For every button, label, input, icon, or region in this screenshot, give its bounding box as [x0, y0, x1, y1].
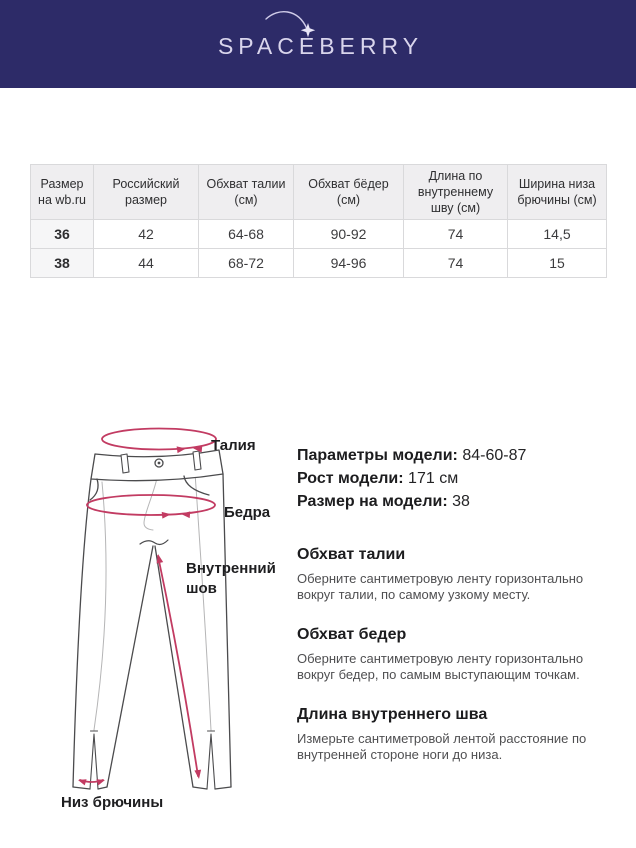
cell-hem-width: 15 [508, 249, 607, 278]
model-params-label: Параметры модели: [297, 447, 458, 464]
guide-section-hips [297, 625, 615, 683]
model-height-value: 171 см [408, 470, 459, 487]
col-header-wb-size: Размер на wb.ru [31, 165, 94, 220]
col-header-waist: Обхват талии (см) [199, 165, 294, 220]
cell-wb-size: 36 [31, 220, 94, 249]
cell-inseam: 74 [404, 249, 508, 278]
guide-text-hips: Оберните сантиметровую ленту горизонтально вокруг бедер, по самым выступающим точкам. [297, 651, 584, 682]
cell-hips: 90-92 [294, 220, 404, 249]
cell-ru-size: 42 [94, 220, 199, 249]
guide-text-inseam: Измерьте сантиметровой лентой расстояние по внутренней стороне ноги до низа. [297, 731, 587, 762]
size-table [30, 164, 607, 278]
waist-measure-ellipse [102, 429, 216, 450]
model-params-line [297, 444, 615, 467]
guide-title-waist: Обхват талии [297, 546, 406, 563]
guide-text-waist: Оберните сантиметровую ленту горизонтально вокруг талии, по самому узкому месту. [297, 571, 584, 602]
model-params-value: 84-60-87 [462, 447, 527, 464]
model-height-label: Рост модели: [297, 470, 404, 487]
guide-section-waist [297, 545, 615, 603]
model-size-line [297, 490, 615, 513]
cell-hem-width: 14,5 [508, 220, 607, 249]
col-header-hem-width: Ширина низа брючины (см) [508, 165, 607, 220]
model-size-label: Размер на модели: [297, 493, 448, 510]
table-row [31, 249, 607, 278]
guide-title-inseam: Длина внутреннего шва [297, 706, 488, 723]
cell-wb-size: 38 [31, 249, 94, 278]
measurement-info-column [297, 444, 615, 763]
trousers-stitch-details [93, 470, 221, 730]
waist-label: Талия [211, 437, 256, 454]
hips-label: Бедра [224, 504, 271, 521]
brand-header [0, 0, 636, 88]
guide-title-hips: Обхват бедер [297, 626, 407, 643]
cell-ru-size: 44 [94, 249, 199, 278]
cell-waist: 64-68 [199, 220, 294, 249]
trousers-measurement-diagram [45, 410, 295, 845]
inseam-label-line2: шов [186, 580, 217, 597]
hem-label: Низ брючины [61, 794, 164, 811]
brand-wordmark: SPACEBERRY [217, 33, 424, 59]
inseam-label-line1: Внутренний [186, 560, 276, 577]
model-size-value: 38 [452, 493, 470, 510]
table-row [31, 220, 607, 249]
col-header-ru-size: Российский размер [94, 165, 199, 220]
col-header-inseam: Длина по внутреннему шву (см) [404, 165, 508, 220]
cell-hips: 94-96 [294, 249, 404, 278]
guide-section-inseam [297, 705, 615, 763]
model-height-line [297, 467, 615, 490]
cell-waist: 68-72 [199, 249, 294, 278]
col-header-hips: Обхват бёдер (см) [294, 165, 404, 220]
size-table-header-row [31, 165, 607, 220]
cell-inseam: 74 [404, 220, 508, 249]
